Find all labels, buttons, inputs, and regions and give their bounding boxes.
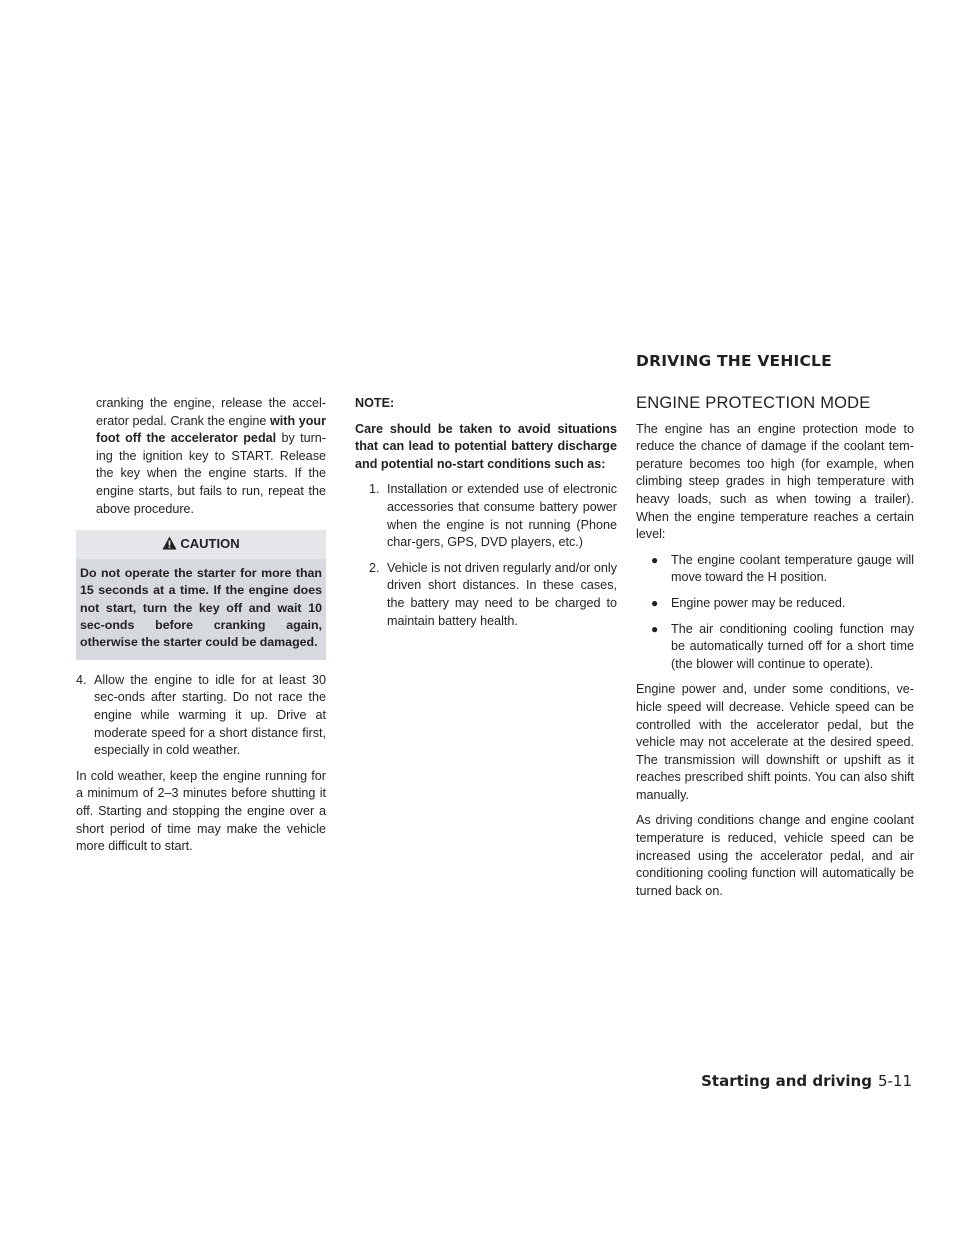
bullet-icon: ● bbox=[651, 621, 659, 636]
note-lead: Care should be taken to avoid situations that can lead to potential battery discharge and potential no-start conditions such as: bbox=[355, 421, 617, 471]
step-4-sub-paragraph: In cold weather, keep the engine running for a minimum of 2–3 minutes before shutting it off. Starting and stopping the engine over a short period of time may make the vehicle more difficult to start. bbox=[76, 768, 326, 854]
column-middle bbox=[355, 395, 617, 638]
bullet-item bbox=[636, 552, 914, 587]
note-item bbox=[355, 481, 617, 551]
note-item-text: Installation or extended use of electronic accessories that consume battery power when the engine is not running (Phone char-gers, GPS, DVD players, etc.) bbox=[387, 482, 617, 550]
caution-text: Do not operate the starter for more than 15 seconds at a time. If the engine does not start, turn the key off and wait 10 sec-onds before cranking again, otherwise the starter could be damaged. bbox=[80, 565, 322, 650]
note-label: NOTE: bbox=[355, 396, 395, 410]
column-right bbox=[636, 395, 914, 908]
note-item-text: Vehicle is not driven regularly and/or only driven short distances. In these cases, the battery may need to be charged to maintain battery health. bbox=[387, 560, 617, 628]
intro-text-bold: with your foot off the accelerator pedal bbox=[96, 413, 326, 446]
section-header: DRIVING THE VEHICLE bbox=[636, 352, 832, 370]
note-item bbox=[355, 560, 617, 630]
page-number: 5-11 bbox=[877, 1072, 912, 1090]
caution-title: CAUTION bbox=[180, 536, 240, 552]
bullet-text: The air conditioning cooling function may be automatically turned off for a short time (the blower will continue to operate). bbox=[671, 621, 914, 671]
caution-box bbox=[76, 530, 326, 660]
intro-text-b: by turn-ing the ignition key to START. Release the key when the engine starts. If the engine starts, but fails to run, repeat the above procedure. bbox=[96, 431, 326, 516]
intro-text-a: cranking the engine, release the accel-erator pedal. Crank the engine bbox=[96, 396, 326, 428]
step-number: 4. bbox=[76, 672, 87, 687]
step-text: Allow the engine to idle for at least 30 sec-onds after starting. Do not race the engine while warming it up. Drive at moderate speed for a short distance first, especially in cold weather. bbox=[94, 672, 326, 758]
step-4 bbox=[76, 672, 326, 760]
column-left bbox=[76, 395, 326, 864]
bullet-text: The engine coolant temperature gauge will move toward the H position. bbox=[671, 552, 914, 585]
note-item-number: 2. bbox=[369, 560, 380, 575]
bullet-icon: ● bbox=[651, 552, 659, 567]
bullet-text: Engine power may be reduced. bbox=[671, 595, 846, 610]
bullet-item bbox=[636, 595, 914, 613]
note-item-number: 1. bbox=[369, 482, 380, 497]
caution-header bbox=[76, 530, 326, 559]
engine-protection-intro: The engine has an engine protection mode to reduce the chance of damage if the coolant tem-perature becomes too high (for example, when climbing steep grades in high temperature with heavy loads, such as when towing a trailer). When the engine temperature reaches a certain level: bbox=[636, 421, 914, 542]
engine-protection-paragraph-2: Engine power and, under some conditions, ve-hicle speed will decrease. Vehicle speed can be controlled with the accelerator pedal, but the vehicle may not accelerate at the desired speed. The transmission will downshift or upshift as it reaches prescribed shift points. You can also shift manually. bbox=[636, 682, 914, 802]
warning-icon bbox=[162, 536, 177, 550]
bullet-icon: ● bbox=[651, 595, 659, 610]
bullet-item bbox=[636, 621, 914, 674]
engine-protection-paragraph-3: As driving conditions change and engine coolant temperature is reduced, vehicle speed can be increased using the accelerator pedal, and air conditioning cooling function will automatically be turned back on. bbox=[636, 813, 914, 898]
engine-protection-title: ENGINE PROTECTION MODE bbox=[636, 394, 871, 412]
chapter-title: Starting and driving bbox=[701, 1072, 872, 1090]
page-footer bbox=[701, 1072, 912, 1090]
intro-paragraph bbox=[76, 395, 326, 518]
